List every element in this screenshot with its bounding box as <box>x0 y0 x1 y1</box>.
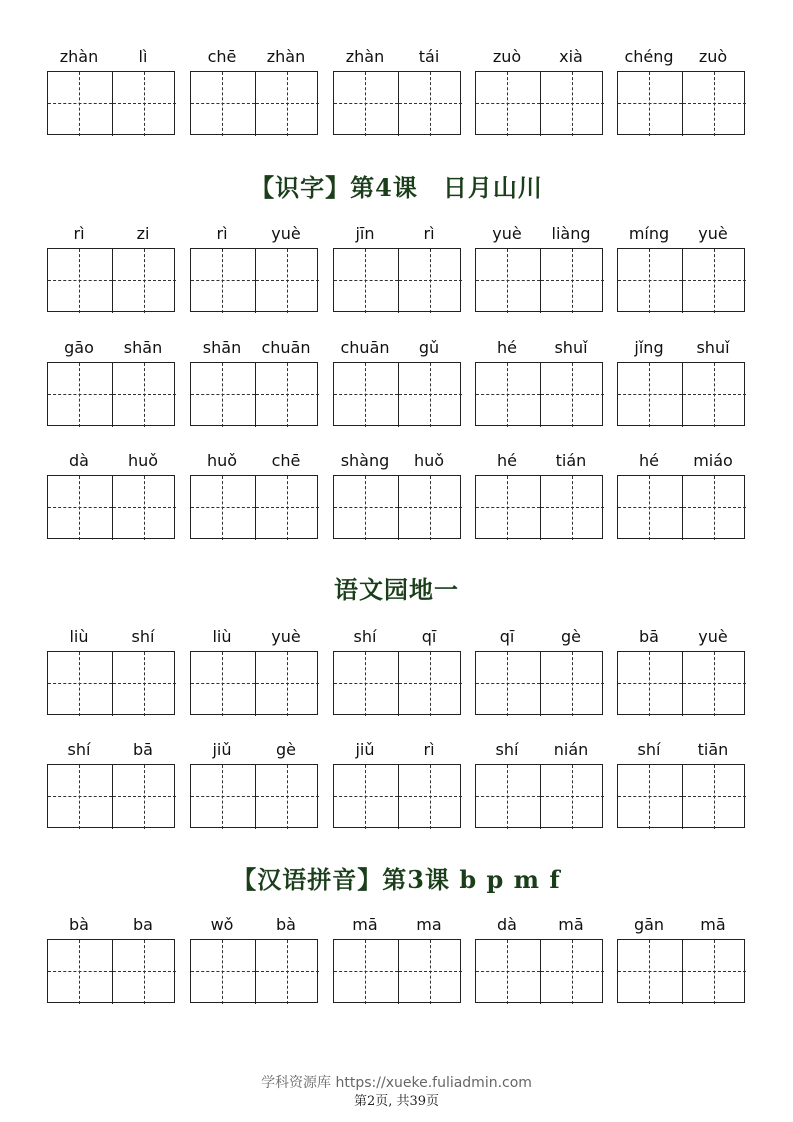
pinyin-label: shí <box>67 740 91 759</box>
pinyin-label: rì <box>423 740 435 759</box>
tianzige-cell[interactable] <box>334 363 398 427</box>
tianzige-box-pair <box>47 362 175 426</box>
pinyin-label: yuè <box>271 224 301 243</box>
pinyin-label: chuān <box>340 338 390 357</box>
tianzige-cell[interactable] <box>618 652 682 716</box>
pinyin-label: gān <box>633 915 665 934</box>
tianzige-box-pair <box>47 651 175 715</box>
pinyin-label: shí <box>353 627 377 646</box>
tianzige-cell[interactable] <box>476 476 540 540</box>
pinyin-label: shuǐ <box>554 338 588 357</box>
pinyin-label: zhàn <box>59 47 99 66</box>
pinyin-label: liàng <box>551 224 591 243</box>
tianzige-box-pair <box>475 248 603 312</box>
tianzige-box-pair <box>333 475 461 539</box>
tianzige-cell[interactable] <box>334 72 398 136</box>
tianzige-box-pair <box>47 939 175 1003</box>
tianzige-cell[interactable] <box>682 652 746 716</box>
pinyin-label: tái <box>418 47 440 66</box>
pinyin-label: qī <box>499 627 515 646</box>
pinyin-label: jiǔ <box>212 740 232 759</box>
pinyin-label: ba <box>133 915 153 934</box>
pinyin-writing-row <box>47 915 747 1005</box>
pinyin-label: miáo <box>693 451 733 470</box>
pinyin-label: rì <box>216 224 228 243</box>
tianzige-cell[interactable] <box>48 652 112 716</box>
pinyin-label: wǒ <box>210 915 234 934</box>
pinyin-label: zhàn <box>345 47 385 66</box>
tianzige-cell[interactable] <box>540 363 604 427</box>
pinyin-label: mā <box>352 915 378 934</box>
tianzige-cell[interactable] <box>191 249 255 313</box>
tianzige-cell[interactable] <box>682 765 746 829</box>
tianzige-cell[interactable] <box>112 652 176 716</box>
tianzige-cell[interactable] <box>255 652 319 716</box>
tianzige-box-pair <box>475 71 603 135</box>
pinyin-label: ma <box>416 915 442 934</box>
pinyin-label: liù <box>212 627 232 646</box>
tianzige-cell[interactable] <box>48 249 112 313</box>
pinyin-writing-row <box>47 451 747 541</box>
footer-page-number: 第2页, 共39页 <box>353 1094 440 1109</box>
pinyin-label: shí <box>637 740 661 759</box>
tianzige-box-pair <box>47 248 175 312</box>
tianzige-cell[interactable] <box>255 476 319 540</box>
pinyin-label: lì <box>138 47 148 66</box>
tianzige-box-pair <box>333 71 461 135</box>
tianzige-cell[interactable] <box>255 72 319 136</box>
tianzige-cell[interactable] <box>191 652 255 716</box>
pinyin-label: huǒ <box>127 451 159 470</box>
tianzige-box-pair <box>617 475 745 539</box>
tianzige-cell[interactable] <box>398 72 462 136</box>
tianzige-cell[interactable] <box>191 72 255 136</box>
footer-source: 学科资源库 https://xueke.fuliadmin.com <box>261 1075 532 1091</box>
tianzige-box-pair <box>190 939 318 1003</box>
tianzige-box-pair <box>190 71 318 135</box>
pinyin-label: jǐng <box>634 338 664 357</box>
pinyin-writing-row <box>47 338 747 428</box>
tianzige-cell[interactable] <box>540 765 604 829</box>
pinyin-label: zi <box>136 224 150 243</box>
tianzige-cell[interactable] <box>334 652 398 716</box>
tianzige-cell[interactable] <box>112 765 176 829</box>
tianzige-cell[interactable] <box>540 652 604 716</box>
tianzige-box-pair <box>47 764 175 828</box>
tianzige-cell[interactable] <box>476 765 540 829</box>
tianzige-cell[interactable] <box>334 765 398 829</box>
tianzige-cell[interactable] <box>334 940 398 1004</box>
tianzige-box-pair <box>617 71 745 135</box>
pinyin-label: gè <box>276 740 296 759</box>
tianzige-box-pair <box>475 764 603 828</box>
pinyin-label: gāo <box>64 338 94 357</box>
pinyin-label: yuè <box>698 627 728 646</box>
tianzige-cell[interactable] <box>112 72 176 136</box>
tianzige-box-pair <box>333 651 461 715</box>
tianzige-cell[interactable] <box>112 363 176 427</box>
pinyin-writing-row <box>47 47 747 137</box>
pinyin-label: gǔ <box>418 338 440 357</box>
tianzige-box-pair <box>475 362 603 426</box>
tianzige-box-pair <box>617 248 745 312</box>
pinyin-writing-row <box>47 224 747 314</box>
tianzige-box-pair <box>475 475 603 539</box>
tianzige-box-pair <box>190 248 318 312</box>
pinyin-label: yuè <box>698 224 728 243</box>
tianzige-cell[interactable] <box>682 476 746 540</box>
tianzige-cell[interactable] <box>618 940 682 1004</box>
tianzige-box-pair <box>190 362 318 426</box>
tianzige-cell[interactable] <box>540 72 604 136</box>
tianzige-cell[interactable] <box>398 765 462 829</box>
tianzige-cell[interactable] <box>682 249 746 313</box>
pinyin-label: yuè <box>492 224 522 243</box>
section-heading: 【识字】第4课 日月山川 <box>250 173 543 202</box>
tianzige-cell[interactable] <box>398 940 462 1004</box>
tianzige-box-pair <box>333 362 461 426</box>
tianzige-cell[interactable] <box>540 249 604 313</box>
tianzige-cell[interactable] <box>48 72 112 136</box>
pinyin-label: gè <box>561 627 581 646</box>
tianzige-cell[interactable] <box>48 765 112 829</box>
pinyin-label: zuò <box>492 47 522 66</box>
pinyin-label: jīn <box>355 224 375 243</box>
tianzige-cell[interactable] <box>398 363 462 427</box>
tianzige-cell[interactable] <box>618 249 682 313</box>
pinyin-label: liù <box>69 627 89 646</box>
pinyin-label: chē <box>271 451 301 470</box>
pinyin-label: bā <box>639 627 659 646</box>
tianzige-cell[interactable] <box>540 476 604 540</box>
pinyin-label: chē <box>207 47 237 66</box>
tianzige-box-pair <box>475 651 603 715</box>
pinyin-label: zuò <box>698 47 728 66</box>
tianzige-cell[interactable] <box>618 363 682 427</box>
pinyin-label: yuè <box>271 627 301 646</box>
pinyin-label: jiǔ <box>355 740 375 759</box>
tianzige-cell[interactable] <box>682 363 746 427</box>
tianzige-cell[interactable] <box>476 652 540 716</box>
tianzige-box-pair <box>47 71 175 135</box>
pinyin-label: rì <box>423 224 435 243</box>
tianzige-cell[interactable] <box>682 72 746 136</box>
pinyin-label: mā <box>700 915 726 934</box>
tianzige-cell[interactable] <box>476 249 540 313</box>
tianzige-cell[interactable] <box>618 765 682 829</box>
tianzige-box-pair <box>47 475 175 539</box>
section-heading: 语文园地一 <box>334 575 459 604</box>
pinyin-label: hé <box>639 451 659 470</box>
pinyin-label: bā <box>133 740 153 759</box>
pinyin-label: dà <box>497 915 517 934</box>
tianzige-cell[interactable] <box>48 940 112 1004</box>
pinyin-writing-row <box>47 627 747 717</box>
pinyin-label: shān <box>123 338 163 357</box>
pinyin-label: shí <box>495 740 519 759</box>
pinyin-label: shuǐ <box>696 338 730 357</box>
tianzige-cell[interactable] <box>255 249 319 313</box>
tianzige-cell[interactable] <box>112 249 176 313</box>
tianzige-cell[interactable] <box>334 249 398 313</box>
tianzige-box-pair <box>190 475 318 539</box>
tianzige-cell[interactable] <box>334 476 398 540</box>
tianzige-cell[interactable] <box>476 940 540 1004</box>
pinyin-label: nián <box>553 740 589 759</box>
pinyin-label: shí <box>131 627 155 646</box>
tianzige-box-pair <box>190 764 318 828</box>
pinyin-label: bà <box>69 915 89 934</box>
pinyin-label: huǒ <box>206 451 238 470</box>
tianzige-cell[interactable] <box>48 476 112 540</box>
pinyin-label: mā <box>558 915 584 934</box>
pinyin-label: tiān <box>697 740 729 759</box>
tianzige-box-pair <box>617 939 745 1003</box>
tianzige-cell[interactable] <box>112 940 176 1004</box>
tianzige-box-pair <box>617 362 745 426</box>
tianzige-cell[interactable] <box>255 363 319 427</box>
tianzige-cell[interactable] <box>112 476 176 540</box>
tianzige-box-pair <box>333 248 461 312</box>
tianzige-cell[interactable] <box>191 940 255 1004</box>
pinyin-label: dà <box>69 451 89 470</box>
pinyin-writing-row <box>47 740 747 830</box>
pinyin-label: qī <box>421 627 437 646</box>
tianzige-box-pair <box>617 651 745 715</box>
tianzige-cell[interactable] <box>255 940 319 1004</box>
pinyin-label: xià <box>559 47 583 66</box>
tianzige-cell[interactable] <box>476 363 540 427</box>
tianzige-box-pair <box>617 764 745 828</box>
tianzige-box-pair <box>333 939 461 1003</box>
tianzige-cell[interactable] <box>476 72 540 136</box>
tianzige-box-pair <box>475 939 603 1003</box>
tianzige-cell[interactable] <box>398 476 462 540</box>
section-heading: 【汉语拼音】第3课 b p m f <box>232 865 561 894</box>
pinyin-label: hé <box>497 451 517 470</box>
tianzige-cell[interactable] <box>682 940 746 1004</box>
pinyin-label: zhàn <box>266 47 306 66</box>
tianzige-cell[interactable] <box>618 476 682 540</box>
tianzige-cell[interactable] <box>398 652 462 716</box>
tianzige-box-pair <box>333 764 461 828</box>
pinyin-label: míng <box>628 224 670 243</box>
tianzige-cell[interactable] <box>191 363 255 427</box>
pinyin-label: tián <box>555 451 587 470</box>
pinyin-label: chéng <box>624 47 674 66</box>
pinyin-label: rì <box>73 224 85 243</box>
tianzige-cell[interactable] <box>540 940 604 1004</box>
tianzige-box-pair <box>190 651 318 715</box>
tianzige-cell[interactable] <box>255 765 319 829</box>
pinyin-label: chuān <box>261 338 311 357</box>
pinyin-label: shàng <box>340 451 390 470</box>
pinyin-label: huǒ <box>413 451 445 470</box>
tianzige-cell[interactable] <box>191 476 255 540</box>
pinyin-label: shān <box>202 338 242 357</box>
tianzige-cell[interactable] <box>398 249 462 313</box>
pinyin-label: bà <box>276 915 296 934</box>
tianzige-cell[interactable] <box>618 72 682 136</box>
tianzige-cell[interactable] <box>48 363 112 427</box>
tianzige-cell[interactable] <box>191 765 255 829</box>
pinyin-label: hé <box>497 338 517 357</box>
